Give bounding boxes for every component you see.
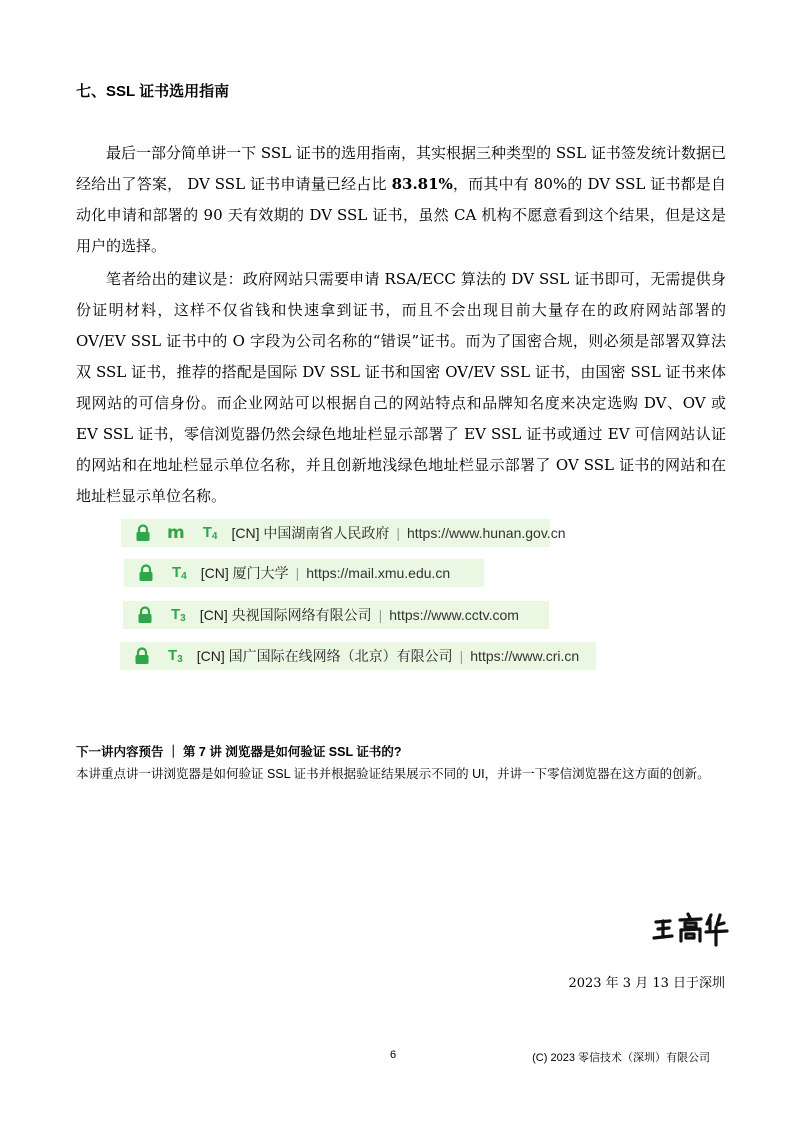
- trust-level-icon: [172, 564, 187, 582]
- paragraph-statistics: [76, 138, 726, 262]
- org-name: [CN] 央视国际网络有限公司: [199, 607, 372, 623]
- org-name: [CN] 国广国际在线网络（北京）有限公司: [196, 648, 453, 664]
- lock-icon: [138, 564, 154, 582]
- org-name: [CN] 厦门大学: [200, 565, 289, 581]
- signature: [650, 905, 730, 953]
- lock-icon: [135, 524, 151, 542]
- url-text: https://www.cctv.com: [389, 607, 519, 623]
- trust-level-icon: [168, 647, 183, 665]
- separator: |: [295, 565, 300, 581]
- url-text: https://www.hunan.gov.cn: [406, 525, 566, 541]
- dv-share-highlight: 83.81%: [391, 175, 453, 193]
- trust-level-number: 3: [177, 654, 183, 665]
- separator: |: [378, 607, 383, 623]
- url-text: https://www.cri.cn: [470, 648, 580, 664]
- trust-level-letter: T: [171, 606, 181, 623]
- separator: |: [396, 525, 400, 541]
- trust-level-number: 4: [211, 531, 218, 542]
- address-bar-xmu: [124, 559, 484, 587]
- page-number: 6: [390, 1049, 397, 1061]
- trust-level-number: 4: [181, 571, 187, 582]
- next-lecture-title: 下一讲内容预告 ｜ 第 7 讲 浏览器是如何验证 SSL 证书的?: [76, 745, 402, 759]
- brand-m-icon: m: [167, 523, 185, 543]
- trust-level-icon: [203, 524, 218, 542]
- org-name: [CN] 中国湖南省人民政府: [231, 525, 390, 541]
- trust-level-number: 3: [180, 613, 186, 624]
- lock-icon: [134, 647, 150, 665]
- paragraph-recommendation: 笔者给出的建议是：政府网站只需要申请 RSA/ECC 算法的 DV SSL 证书即可，无需提供身份证明材料，这样不仅省钱和快速拿到证书，而且不会出现目前大量存在的政府网站部署的 OV/EV SSL 证书中的 O 字段为公司名称的“错误”证书。而为了国密合规，则必须是部署双算法双 SSL 证书，推荐的搭配是国际 DV SSL 证书和国密 OV/EV SSL 证书，由国密 SSL 证书来体现网站的可信身份。而企业网站可以根据自己的网站特点和品牌知名度来决定选购 DV、OV 或 EV SSL 证书，零信浏览器仍然会绿色地址栏显示部署了 EV SSL 证书或通过 EV 可信网站认证的网站和在地址栏显示单位名称，并且创新地浅绿色地址栏显示部署了 OV SSL 证书的网站和在地址栏显示单位名称。: [76, 270, 726, 505]
- address-bar-cctv: [123, 601, 549, 629]
- paragraph-statistics-part2: ，而其中有 80%的 DV SSL 证书都是自动化申请和部署的 90 天有效期的 DV SSL 证书，虽然 CA 机构不愿意看到这个结果，但是这是用户的选择。: [76, 175, 726, 255]
- trust-level-icon: [171, 606, 186, 624]
- next-lecture-description: 本讲重点讲一讲浏览器是如何验证 SSL 证书并根据验证结果展示不同的 UI，并讲一下零信浏览器在这方面的创新。: [76, 767, 710, 781]
- copyright: (C) 2023 零信技术（深圳）有限公司: [532, 1052, 710, 1064]
- paragraph-statistics-part1: 最后一部分简单讲一下 SSL 证书的选用指南，其实根据三种类型的 SSL 证书签发统计数据已经给出了答案， DV SSL 证书申请量已经占比: [76, 144, 726, 193]
- url-text: https://mail.xmu.edu.cn: [306, 565, 451, 581]
- address-bar-cri: [120, 642, 596, 670]
- trust-level-letter: T: [172, 564, 182, 581]
- trust-level-letter: T: [202, 524, 212, 541]
- address-bar-hunan: [121, 519, 566, 547]
- section-heading: 七、SSL 证书选用指南: [76, 83, 230, 100]
- trust-level-letter: T: [168, 647, 178, 664]
- date-place: 2023 年 3 月 13 日于深圳: [568, 976, 725, 991]
- separator: |: [459, 648, 464, 664]
- lock-icon: [137, 606, 153, 624]
